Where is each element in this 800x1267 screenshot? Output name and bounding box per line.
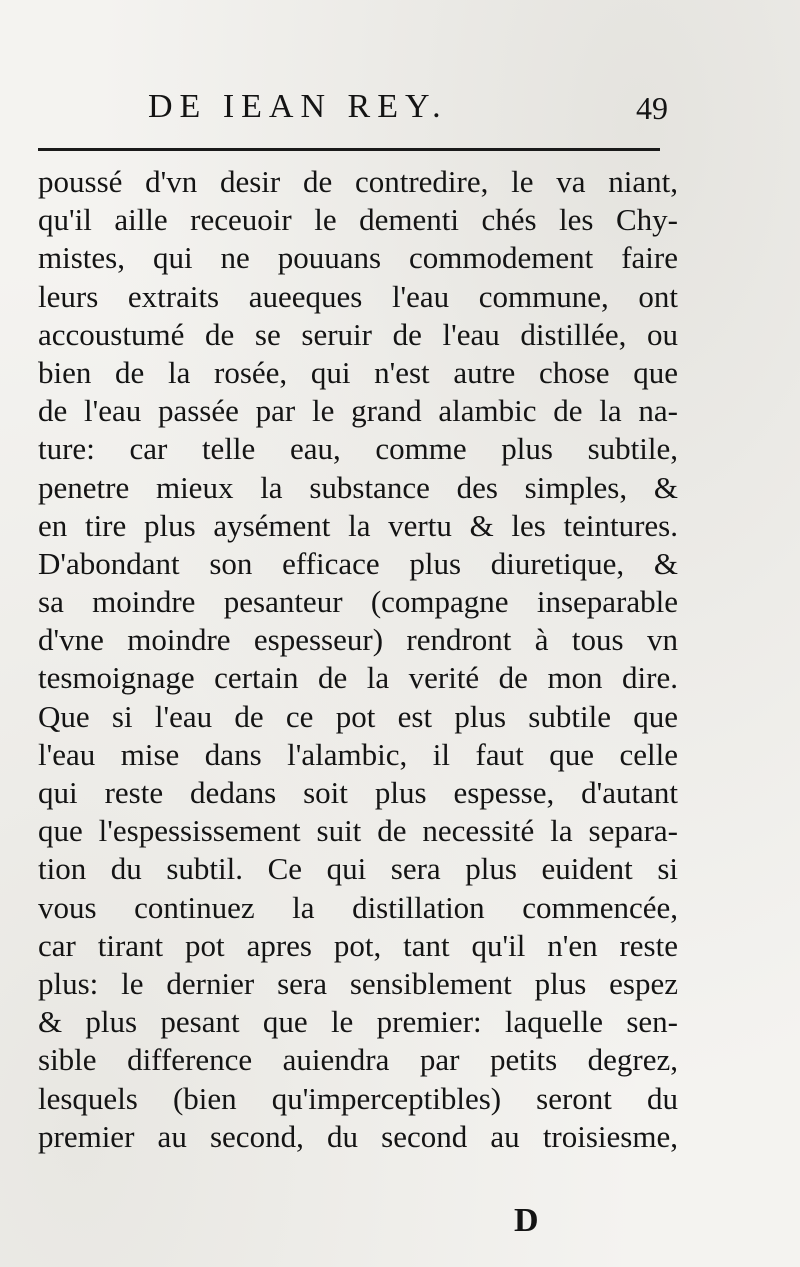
page-number: 49 xyxy=(636,90,668,126)
text-line: car tirant pot apres pot, tant qu'il n'en reste xyxy=(38,927,678,963)
text-line: plus: le dernier sera sensiblement plus espez xyxy=(38,965,678,1001)
text-line: D'abondant son efficace plus diuretique, & xyxy=(38,545,678,581)
text-line: premier au second, du second au troisiesme, xyxy=(38,1118,678,1154)
text-line: qu'il aille receuoir le dementi chés les Chy- xyxy=(38,202,678,238)
text-line: tion du subtil. Ce qui sera plus euident si xyxy=(38,851,678,887)
running-title: DE IEAN REY. xyxy=(148,88,448,125)
text-line: accoustumé de se seruir de l'eau distillée, ou xyxy=(38,316,678,352)
text-line: lesquels (bien qu'imperceptibles) seront du xyxy=(38,1080,678,1116)
catchword: D xyxy=(514,1202,539,1239)
text-line: poussé d'vn desir de contredire, le va niant, xyxy=(38,164,678,199)
text-line: l'eau mise dans l'alambic, il faut que celle xyxy=(38,736,678,772)
text-line: bien de la rosée, qui n'est autre chose que xyxy=(38,354,678,390)
text-line: en tire plus aysément la vertu & les teintures. xyxy=(38,507,678,543)
text-line: sible difference auiendra par petits degrez, xyxy=(38,1042,678,1078)
text-line: Que si l'eau de ce pot est plus subtile que xyxy=(38,698,678,734)
text-line: sa moindre pesanteur (compagne inseparable xyxy=(38,584,678,620)
header-rule xyxy=(38,148,660,151)
text-line: penetre mieux la substance des simples, & xyxy=(38,469,678,505)
text-line: vous continuez la distillation commencée, xyxy=(38,889,678,925)
text-line: tesmoignage certain de la verité de mon dire. xyxy=(38,660,678,696)
text-line: leurs extraits aueeques l'eau commune, ont xyxy=(38,278,678,314)
page-header xyxy=(148,88,668,138)
text-line: de l'eau passée par le grand alambic de la na- xyxy=(38,393,678,429)
text-line: mistes, qui ne pouuans commodement faire xyxy=(38,240,678,276)
text-line: que l'espessissement suit de necessité la separa- xyxy=(38,813,678,849)
text-line: qui reste dedans soit plus espesse, d'autant xyxy=(38,775,678,810)
text-line: ture: car telle eau, comme plus subtile, xyxy=(38,431,678,467)
text-line: & plus pesant que le premier: laquelle sen- xyxy=(38,1004,678,1040)
body-text xyxy=(38,163,678,1156)
text-line: d'vne moindre espesseur) rendront à tous vn xyxy=(38,622,678,658)
